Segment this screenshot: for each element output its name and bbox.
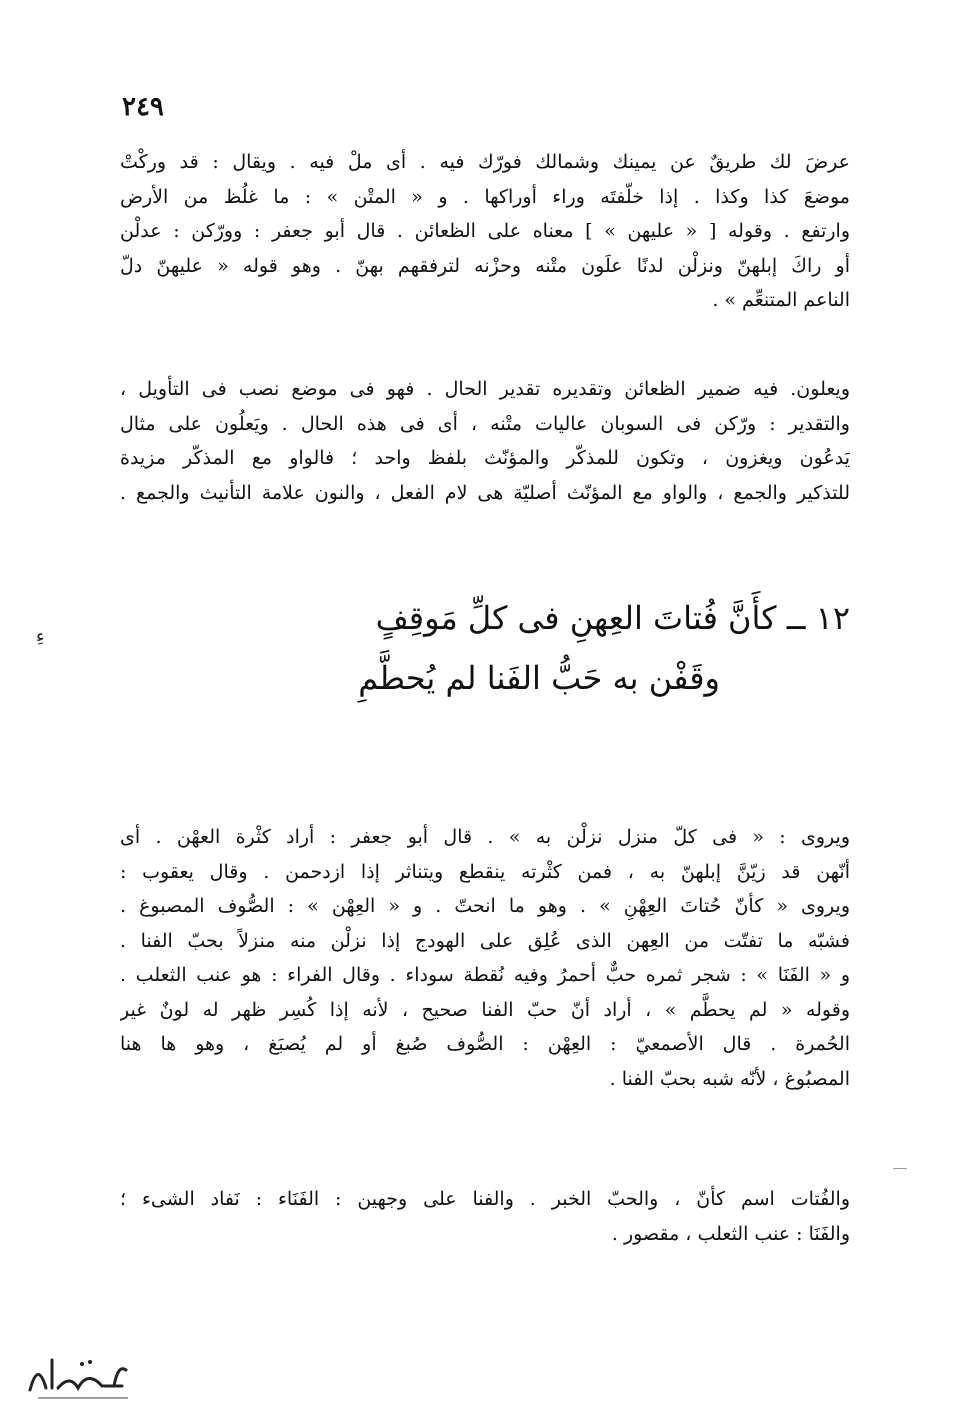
library-logo — [18, 1340, 138, 1410]
text-line: وقوله « لم يحطَّم » ، أراد أنّ حبّ الفنا صحيح ، لأنه إذا كُسِر ظهر له لونٌ غير — [120, 998, 850, 1021]
commentary-paragraph-3 — [120, 820, 850, 1096]
text-line: والتقدير : ورّكن فى السوبان عاليات متْنه ، أى فى هذه الحال . ويَعلُون على مثال — [120, 412, 850, 435]
text-line: الحُمرة . قال الأصمعيّ : العِهْن : الصُّوف صُبغ أو لم يُصبَغ ، وهو ها هنا — [120, 1033, 850, 1055]
margin-rule — [893, 1168, 907, 1169]
text-line: الناعم المتنعِّم » . — [712, 289, 850, 311]
text-line: موضعَ كذا وكذا . إذا خلّفتَه وراء أوراكها . و « المتْن » : ما غلُظ من الأرض — [120, 185, 850, 208]
margin-mark: ءِ — [36, 626, 45, 647]
text-line: ويعلون. فيه ضمير الظعائن وتقديره تقدير الحال . فهو فى موضع نصب فى التأويل ، — [120, 378, 850, 400]
poem-verse — [130, 588, 850, 708]
verse-hemistich-2: وقَفْن به حَبُّ الفَنا لم يُحطَّمِ — [358, 659, 720, 697]
text-line: يَدعُون ويغزون ، وتكون للمذكّر والمؤنّث بلفظ واحد ؛ فالواو مع المذكّر مزيدة — [120, 447, 850, 469]
text-line: عرضَ لك طريقٌ عن يمينك وشمالك فورّك فيه . أى ملْ فيه . ويقال : قد وركْتْ — [120, 151, 850, 173]
text-line: ويروى : « فى كلّ منزل نزلْن به » . قال أبو جعفر : أراد كثْرة العهْن . أى — [120, 826, 850, 848]
text-line: للتذكير والجمع ، والواو مع المؤنّث أصليّة هى لام الفعل ، والنون علامة التأنيث والجمع . — [120, 481, 850, 504]
text-line: والفَنَا : عنب الثعلب ، مقصور . — [611, 1222, 850, 1245]
text-line: المصبُوغ ، لأنّه شبه بحبّ الفنا . — [609, 1067, 850, 1090]
text-line: والفُتات اسم كأنّ ، والحبّ الخبر . والفنا على وجهين : الفَنَاء : نَفاد الشىء ؛ — [120, 1188, 850, 1210]
text-line: ويروى « كأنّ حُتاتَ العِهْنِ » . وهو ما انحتّ . و « العِهْن » : الصُّوف المصبوغ . — [120, 895, 850, 917]
text-line: فشبّه ما تفتّت من العِهن الذى عُلِق على الهودج إذا نزلْن منه منزلاً بحبّ الفنا . — [120, 929, 850, 952]
text-line: و « الفَنَا » : شجر ثمره حبٌّ أحمرُ وفيه نُقطة سوداء . وقال الفراء : هو عنب الثعلب . — [120, 964, 850, 986]
page-number: ٢٤٩ — [122, 92, 164, 122]
text-line: أو راكَ إبلهنّ ونزلْن لدنًا علَون متْنه وحزْنه لترفقهم بهنّ . وهو قوله « عليهنّ دلّ — [120, 254, 850, 277]
commentary-paragraph-4 — [120, 1182, 850, 1251]
commentary-paragraph-1 — [120, 145, 850, 318]
verse-hemistich-1: ١٢ ــ كأَنَّ فُتاتَ العِهنِ فى كلِّ مَوقِفٍ — [375, 599, 850, 637]
commentary-paragraph-2 — [120, 372, 850, 510]
text-line: وارتفع . وقوله [ « عليهن » ] معناه على الظعائن . قال أبو جعفر : وورّكن : عدلْن — [120, 220, 850, 242]
text-line: أنّهن قد زيّنَّ إبلهنّ به ، فمن كثْرته ينقطع ويتناثر إذا ازدحمن . وقال يعقوب : — [120, 860, 850, 883]
